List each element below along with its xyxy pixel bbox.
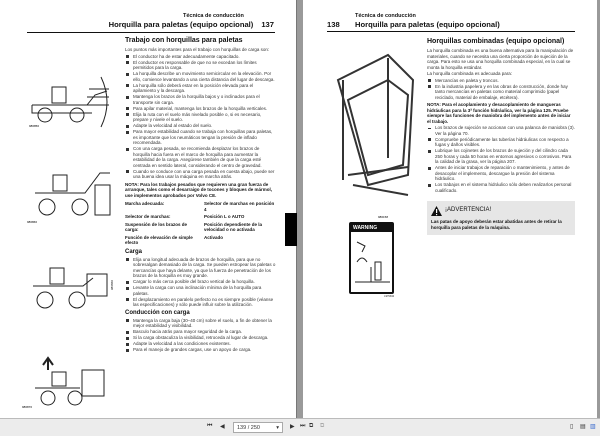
list-item: Basculo hacia atrás para mayor seguridad de la carga. <box>125 329 277 335</box>
section-heading: Trabajo con horquillas para paletas <box>125 37 243 44</box>
figure-code: 986866 <box>27 220 38 224</box>
intro-text: Los puntos más importantes para el trabajo con horquillas de carga son: <box>125 47 270 52</box>
title-bar <box>327 20 500 29</box>
warning-sign-label: WARNING <box>351 224 392 232</box>
page-number: 138 <box>327 20 340 29</box>
chapter-tab-marker <box>285 213 297 246</box>
intro-text: La horquilla combinada es una buena alternativa para la manipulación de materiales, cuando se necesita una cierta proporción de sujeción de la carga. Para esto se usa una horquilla combinada especial, en la cual se monta la horquilla estándar. <box>427 48 574 70</box>
settings-table <box>125 201 277 246</box>
setting-label: Función de elevación de simple efecto <box>125 234 193 245</box>
list-item: Si la carga obstaculiza la visibilidad, retroceda al lugar de descarga. <box>125 335 277 341</box>
setting-label: Marcha adecuada: <box>125 201 165 206</box>
subheading-conduccion: Conducción con carga <box>125 309 190 316</box>
single-page-view-icon[interactable]: ▯ <box>570 424 574 430</box>
list-item: El desplazamiento en paralelo perfecto no es siempre posible (véanse las especificaciones) y sólo puede influir sobre la utilización. <box>125 297 277 308</box>
viewer-toolbar <box>0 418 600 436</box>
list-item: Adapte la velocidad a las condiciones existentes. <box>125 341 277 347</box>
combination-fork-figure <box>328 50 418 220</box>
page-number-input[interactable]: 139 / 250 ▾ <box>233 422 283 433</box>
list-item: Los trabajos en el sistema hidráulico sólo deben realizarlos personal cualificado. <box>427 182 575 193</box>
header-rule <box>327 31 575 32</box>
list-item: Mercancías en paleta y troncos. <box>427 78 575 84</box>
section-header: Técnica de conducción <box>355 13 416 19</box>
list-item: Cargar lo más cerca posible del brazo vertical de la horquilla. <box>125 279 277 285</box>
left-text-column <box>125 36 277 353</box>
setting-value: Posición dependiente de la velocidad o no activada <box>204 221 263 232</box>
figure-code: 986860 <box>110 279 114 290</box>
list-item: Para apilar material, mantenga los brazos de la horquilla verticales. <box>125 106 277 112</box>
list-item: Los brazos de sujeción se accionan con una palanca de maniobra (3). Ver la página 70. <box>427 125 575 136</box>
warning-text: Las patas de apoyo deberán estar abatidas antes de retirar la horquilla para paletas de la máquina. <box>431 219 562 230</box>
title-bar <box>109 20 274 29</box>
note: NOTA: Para el acoplamiento y desacoplamiento de mangueras hidráulicas para la 3ª función hidráulica, ver la página 125. Pruebe siempre las funciones de maniobra del implemento antes de iniciar el trabajo. <box>427 102 571 124</box>
page-number: 137 <box>261 20 274 29</box>
paste-icon[interactable]: ⧉ <box>320 423 325 429</box>
list-item: Antes de iniciar trabajos de reparación o mantenimiento, y antes de desacoplar el implemento, descargue la presión del sistema hidráulico. <box>427 165 575 182</box>
list-item: Mantenga los brazos de la horquilla bajos y o inclinados para el transporte sin carga. <box>125 94 277 105</box>
list-item: Cuando se conduce con una carga pesada en cuesta abajo, puede ser una buena idea usar la máquina en marcha atrás. <box>125 169 277 180</box>
list-item: El conductor es responsable de que no se excedan los límites permitidos para la carga. <box>125 60 277 71</box>
warning-title: ¡ADVERTENCIA! <box>445 207 492 214</box>
loader-pallet-figure <box>25 260 115 320</box>
list-item: El conductor ha de estar adecuadamente capacitado. <box>125 54 277 60</box>
right-page <box>303 0 597 418</box>
list-item: Levante la carga con una inclinación mínima de la horquilla para paletas. <box>125 285 277 296</box>
list-item: Compruebe periódicamente las tuberías hidráulicas con respecto a fugas y daños visibles. <box>427 137 575 148</box>
right-text-column <box>427 37 575 235</box>
bullet-list <box>125 54 277 180</box>
warning-sign-figure <box>349 222 394 298</box>
warning-triangle-icon <box>431 206 442 216</box>
next-page-button[interactable]: ▶ <box>290 424 295 430</box>
warning-box <box>427 201 575 235</box>
list-item: Para el manejo de grandes cargas, use un apoyo de carga. <box>125 347 277 353</box>
list-item: Adapte la velocidad al estado del suelo. <box>125 123 277 129</box>
loader-carrying-figure <box>20 350 115 410</box>
list-item: En la industria papelera y en las obras de construcción, donde hay tanto mercancías en paletas como material comprimido (papel reciclado, material de embalaje, etcétera). <box>427 84 575 101</box>
list-item: Con una carga pesada, se recomienda desplazar los brazos de horquilla hacia fuera en el marco de horquilla para aumentar la estabilidad de la carga. Asegúrese también de que la carga esté centrada en sentido lateral, considerando el centro de gravedad. <box>125 146 277 168</box>
setting-value: Posición L o AUTO <box>204 214 245 219</box>
figure-code: 986876 <box>22 405 33 409</box>
section-heading: Horquillas combinadas (equipo opcional) <box>427 38 565 45</box>
loader-stacking-figure <box>25 165 115 225</box>
subheading-carga: Carga <box>125 248 143 255</box>
figure-code: 986856 <box>29 124 40 128</box>
note: NOTA: Para los trabajos pesados que requieren una gran fuerza de arranque, tales como el desarraigo de tocones y bloques de mármol, use implementos aprobados por Volvo CE. <box>125 181 273 198</box>
figure-code: 986158 <box>378 215 389 219</box>
two-page-view-icon[interactable]: ▥ <box>590 424 596 430</box>
copy-icon[interactable]: ⧉ <box>309 423 314 429</box>
section-header: Técnica de conducción <box>183 13 244 19</box>
setting-label: Selector de marchas: <box>125 214 171 219</box>
first-page-button[interactable]: ⏮ <box>207 423 213 429</box>
list-item: Elija una longitud adecuada de brazos de horquilla, para que no sobresalgan demasiado de la carga. Se pueden estropear las paletas o mercancías que haya delante, ya que la fuerza de penetración de los brazos de la horquilla es muy grande. <box>125 257 277 279</box>
left-page <box>0 0 297 418</box>
header-rule <box>27 32 275 33</box>
wheel-loader-fork-figure <box>27 75 117 130</box>
setting-value: Selector de marchas en posición 4 <box>204 201 275 212</box>
figure-code: L979334 <box>384 295 394 298</box>
list-item: La horquilla describe un movimiento semicircular en la elevación. Por ello, comience levantando a una cierta distancia del lugar de descarga. <box>125 71 277 82</box>
setting-label: Suspensión de los brazos de carga: <box>125 221 188 232</box>
warning-pictogram-icon <box>351 232 392 287</box>
previous-page-button[interactable]: ◀ <box>220 424 225 430</box>
list-item: La horquilla sólo deberá estar en la posición elevada para el apilamiento y la descarga. <box>125 83 277 94</box>
last-page-button[interactable]: ⏭ <box>300 423 306 429</box>
list-item: Lubrique los cojinetes de los brazos de sujeción y del cilindro cada 250 horas y cada 50 horas en entornos agresivos o corrosivos. Para la calidad de la grasa, ver la página 207. <box>427 148 575 165</box>
intro-text: La horquilla combinada es adecuada para: <box>427 71 513 76</box>
continuous-view-icon[interactable]: ▤ <box>580 424 586 430</box>
page-title: Horquilla para paletas (equipo opcional) <box>355 20 500 29</box>
list-item: Elija la ruta con el suelo más nivelado posible o, si es necesario, prepare y nivele el suelo. <box>125 112 277 123</box>
list-item: Para mayor estabilidad cuando se trabaja con horquillas para paletas, es importante que los neumáticos tengan la presión de inflado recomendada. <box>125 129 277 146</box>
list-item: Mantenga la carga baja (30–40 cm) sobre el suelo, a fin de obtener la mejor estabilidad y visibilidad. <box>125 318 277 329</box>
page-title: Horquilla para paletas (equipo opcional) <box>108 20 254 29</box>
setting-value: Activado <box>204 234 224 240</box>
